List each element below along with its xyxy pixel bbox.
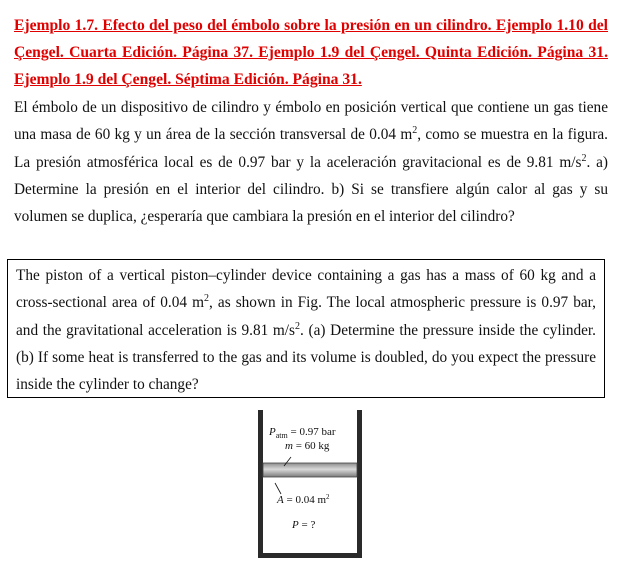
atmospheric-pressure-label: $P_{atm} = 0.97$ bar (269, 426, 336, 440)
cross-section-area-label: A = 0.04 $m^2$ (277, 493, 330, 506)
english-text-part-3: . (a) Determine the pressure inside the cylinder. (b) If some heat is transferred to the gas and its volume is doubled, do you expect the pressure inside the cylinder to change? (16, 321, 596, 394)
spanish-text-part-3: . a) Determine la presión en el interior del cilindro. b) Si se transfiere algún calor al gas y su volumen se duplica, ¿esperaría que cambiara la presión en el interior del cilindro? (14, 153, 608, 226)
english-text-part-2: , as shown in Fig. The local atmospheric pressure is 0.97 bar, and the gravitational acceleration is 9.81 m/s (16, 294, 596, 339)
unknown-pressure-label: P = ? (292, 519, 316, 531)
english-problem-box (7, 259, 605, 398)
spanish-superscript-2: 2 (581, 152, 587, 164)
piston-mass-label: m = 60 kg (285, 440, 330, 452)
area-arrow (275, 483, 281, 494)
english-superscript-1: 2 (204, 293, 210, 305)
piston (263, 463, 357, 477)
spanish-text-part-1: El émbolo de un dispositivo de cilindro y émbolo en posición vertical que contiene un gas tiene una masa de 60 kg y un área de la sección transversal de 0.04 m (14, 99, 608, 144)
cylinder-left-wall (258, 410, 263, 556)
cylinder-right-wall (357, 410, 362, 556)
piston-cylinder-figure (255, 408, 365, 560)
spanish-text-part-2: , como se muestra en la figura. La presión atmosférica local es de 0.97 bar y la aceleración gravitacional es de 9.81 m/s (14, 126, 608, 171)
cylinder-bottom-wall (258, 553, 362, 558)
spanish-problem-statement (14, 94, 608, 230)
example-title: Ejemplo 1.7. Efecto del peso del émbolo sobre la presión en un cilindro. Ejemplo 1.10 del Çengel. Cuarta Edición. Página 37. Ejemplo 1.9 del Çengel. Quinta Edición. Página 31. Ejemplo 1.9 del Çengel. Séptima Edición. Página 31. (14, 17, 608, 88)
english-text-part-1: The piston of a vertical piston–cylinder device containing a gas has a mass of 60 kg and a cross-sectional area of 0.04 m (16, 267, 596, 312)
english-superscript-2: 2 (295, 320, 301, 332)
spanish-superscript-1: 2 (412, 125, 418, 137)
